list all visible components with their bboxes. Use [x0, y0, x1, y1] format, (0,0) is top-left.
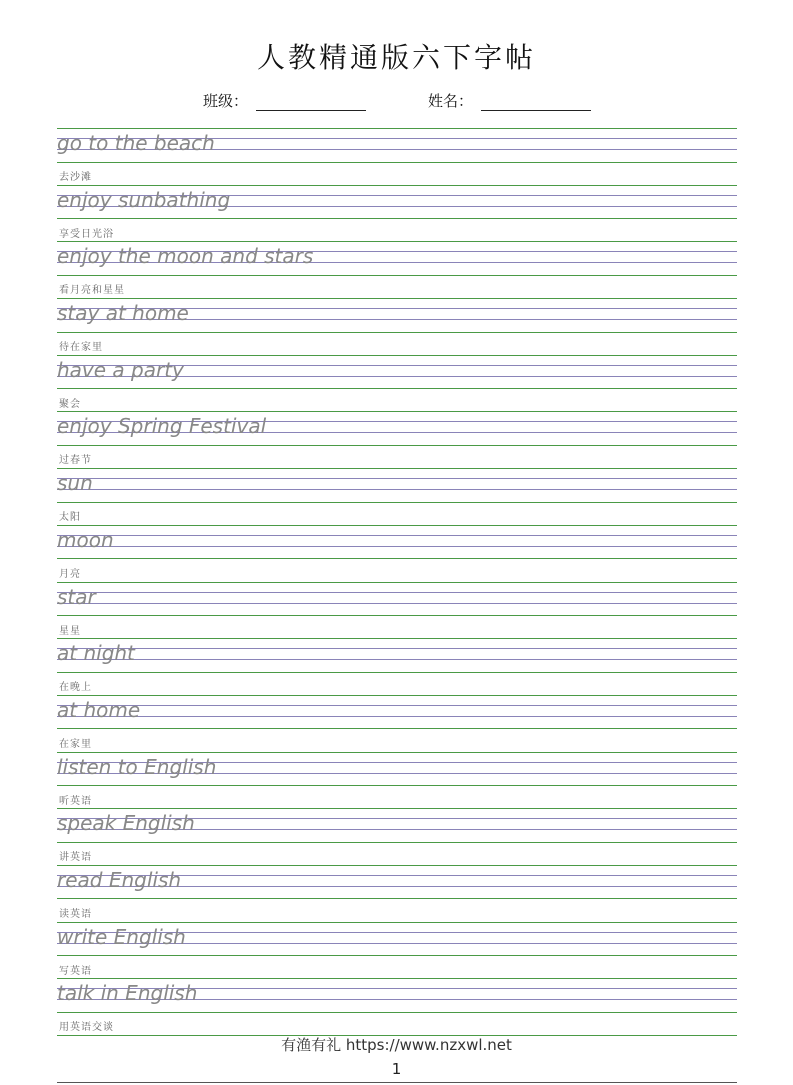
guide-line-green — [57, 842, 737, 843]
bottom-rule — [57, 1082, 737, 1083]
guide-line-green — [57, 638, 737, 639]
name-blank[interactable] — [481, 96, 591, 111]
english-phrase: have a party — [57, 357, 184, 382]
english-phrase: enjoy sunbathing — [57, 187, 231, 212]
footer-watermark: 有渔有礼 https://www.nzxwl.net — [281, 1036, 512, 1054]
practice-row — [57, 865, 737, 922]
practice-row — [57, 128, 737, 185]
guide-line-green — [57, 468, 737, 469]
guide-line-green — [57, 298, 737, 299]
guide-line-green — [57, 695, 737, 696]
practice-row — [57, 808, 737, 865]
guide-line-green — [57, 332, 737, 333]
guide-line-green — [57, 615, 737, 616]
guide-line-green — [57, 388, 737, 389]
english-phrase: speak English — [57, 811, 195, 836]
english-phrase: sun — [57, 471, 93, 496]
guide-line-green — [57, 808, 737, 809]
guide-line-green — [57, 582, 737, 583]
guide-line-green — [57, 502, 737, 503]
chinese-meaning: 在晚上 — [59, 682, 92, 694]
page-number: 1 — [391, 1060, 402, 1078]
guide-line-green — [57, 275, 737, 276]
english-phrase: enjoy the moon and stars — [57, 244, 314, 269]
chinese-meaning: 写英语 — [59, 965, 92, 977]
guide-line-green — [57, 218, 737, 219]
practice-row — [57, 355, 737, 412]
guide-line-green — [57, 445, 737, 446]
handwriting-practice-rows — [57, 128, 737, 1035]
practice-row — [57, 525, 737, 582]
chinese-meaning: 讲英语 — [59, 852, 92, 864]
guide-line-purple — [57, 648, 737, 649]
page-title: 人教精通版六下字帖 — [256, 41, 536, 74]
guide-line-purple — [57, 659, 737, 660]
english-phrase: read English — [57, 867, 182, 892]
guide-line-green — [57, 898, 737, 899]
class-label: 班级： — [203, 92, 249, 110]
practice-row — [57, 695, 737, 752]
english-phrase: write English — [57, 924, 186, 949]
practice-row — [57, 411, 737, 468]
practice-row — [57, 978, 737, 1035]
guide-line-purple — [57, 546, 737, 547]
english-phrase: listen to English — [57, 754, 217, 779]
chinese-meaning: 在家里 — [59, 738, 92, 750]
guide-line-green — [57, 865, 737, 866]
guide-line-green — [57, 525, 737, 526]
guide-line-green — [57, 672, 737, 673]
chinese-meaning: 听英语 — [59, 795, 92, 807]
chinese-meaning: 看月亮和星星 — [59, 285, 125, 297]
chinese-meaning: 聚会 — [59, 398, 81, 410]
class-blank[interactable] — [256, 96, 366, 111]
chinese-meaning: 读英语 — [59, 908, 92, 920]
chinese-meaning: 享受日光浴 — [59, 228, 114, 240]
english-phrase: at night — [57, 641, 135, 666]
guide-line-green — [57, 955, 737, 956]
class-field — [203, 90, 366, 111]
guide-line-green — [57, 785, 737, 786]
guide-line-green — [57, 922, 737, 923]
guide-line-purple — [57, 535, 737, 536]
practice-row — [57, 468, 737, 525]
chinese-meaning: 月亮 — [59, 568, 81, 580]
guide-line-green — [57, 128, 737, 129]
guide-line-green — [57, 241, 737, 242]
guide-line-green — [57, 752, 737, 753]
guide-line-purple — [57, 603, 737, 604]
guide-line-green — [57, 162, 737, 163]
practice-row — [57, 241, 737, 298]
english-phrase: go to the beach — [57, 131, 215, 155]
english-phrase: enjoy Spring Festival — [57, 414, 267, 439]
guide-line-purple — [57, 705, 737, 706]
chinese-meaning: 太阳 — [59, 512, 81, 524]
guide-line-green — [57, 185, 737, 186]
guide-line-green — [57, 411, 737, 412]
practice-row — [57, 638, 737, 695]
guide-line-purple — [57, 489, 737, 490]
practice-row — [57, 185, 737, 242]
practice-row — [57, 298, 737, 355]
guide-line-purple — [57, 716, 737, 717]
name-field — [428, 90, 591, 111]
guide-line-green — [57, 978, 737, 979]
name-label: 姓名： — [428, 92, 474, 110]
guide-line-green — [57, 558, 737, 559]
english-phrase: moon — [57, 527, 114, 552]
english-phrase: stay at home — [57, 301, 189, 326]
guide-line-green — [57, 728, 737, 729]
guide-line-purple — [57, 478, 737, 479]
guide-line-green — [57, 355, 737, 356]
practice-row — [57, 922, 737, 979]
practice-row — [57, 582, 737, 639]
chinese-meaning: 用英语交谈 — [59, 1022, 114, 1034]
english-phrase: star — [57, 584, 96, 609]
english-phrase: at home — [57, 697, 141, 722]
guide-line-purple — [57, 592, 737, 593]
chinese-meaning: 过春节 — [59, 455, 92, 467]
guide-line-green — [57, 1012, 737, 1013]
practice-row — [57, 752, 737, 809]
chinese-meaning: 星星 — [59, 625, 81, 637]
chinese-meaning: 待在家里 — [59, 342, 103, 354]
chinese-meaning: 去沙滩 — [59, 172, 92, 183]
english-phrase: talk in English — [57, 981, 198, 1006]
